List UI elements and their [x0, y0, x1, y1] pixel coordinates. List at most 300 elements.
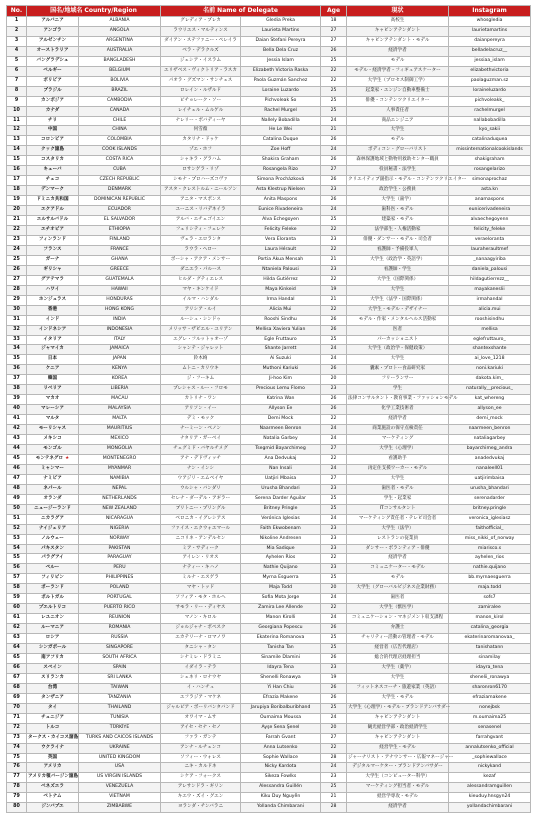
cell-age: 21: [321, 793, 347, 803]
cell-name: Catalina Duque: [241, 136, 321, 146]
cell-instagram: annalutsenko_official: [449, 743, 531, 753]
cell-country-jp: ニュージーランド: [27, 504, 79, 514]
cell-number: 35: [7, 355, 27, 365]
cell-name-kana: ピチョレーク・ソー: [161, 96, 241, 106]
cell-country-jp: 韓国: [27, 375, 79, 385]
cell-age: 26: [321, 136, 347, 146]
cell-status: 大学生: [347, 126, 449, 136]
cell-status: 大学生（心理学）・モデル・ブランドアンバサダー: [347, 703, 449, 713]
cell-age: 26: [321, 156, 347, 166]
cell-country-en: FRANCE: [79, 245, 161, 255]
cell-name: Ai Suzuki: [241, 355, 321, 365]
cell-number: 49: [7, 494, 27, 504]
cell-country-jp: マレーシア: [27, 405, 79, 415]
cell-country-en: ETHIOPIA: [79, 226, 161, 236]
cell-age: 25: [321, 86, 347, 96]
cell-country-jp: ポルトガル: [27, 594, 79, 604]
cell-number: 30: [7, 305, 27, 315]
cell-country-jp: ロシア: [27, 634, 79, 644]
cell-country-jp: メキシコ: [27, 435, 79, 445]
cell-country-jp: ハワイ: [27, 285, 79, 295]
cell-age: 23: [321, 544, 347, 554]
cell-country-en: THAILAND: [79, 703, 161, 713]
cell-instagram: serenadarder: [449, 494, 531, 504]
cell-number: 55: [7, 554, 27, 564]
cell-instagram: demi_mock: [449, 415, 531, 425]
cell-country-en: CAMBODIA: [79, 96, 161, 106]
cell-age: 22: [321, 554, 347, 564]
cell-age: 25: [321, 783, 347, 793]
cell-status: 大学生: [347, 673, 449, 683]
cell-status: ITコンサルタント: [347, 504, 449, 514]
table-row: [7, 126, 531, 136]
cell-country-en: CUBA: [79, 166, 161, 176]
cell-age: 26: [321, 365, 347, 375]
cell-country-jp: イタリア: [27, 335, 79, 345]
cell-age: 26: [321, 176, 347, 186]
cell-name: Pichvoleak So: [241, 96, 321, 106]
table-row: [7, 385, 531, 395]
cell-country-en: DENMARK: [79, 186, 161, 196]
cell-status: 大学生・モデル: [347, 693, 449, 703]
cell-name: Yollanda Chimbarani: [241, 803, 321, 813]
table-row: [7, 405, 531, 415]
cell-number: 12: [7, 126, 27, 136]
table-row: [7, 395, 531, 405]
cell-number: 5: [7, 56, 27, 66]
cell-instagram: eunicerivadeneira: [449, 206, 531, 216]
cell-country-jp: ガーナ: [27, 255, 79, 265]
cell-country-en: PAKISTAN: [79, 544, 161, 554]
cell-country-jp: リベリア: [27, 385, 79, 395]
cell-name-kana: エグレ・フルットゥオーゾ: [161, 335, 241, 345]
cell-age: 23: [321, 235, 347, 245]
cell-status: 大学生（薬学）: [347, 663, 449, 673]
cell-status: 大学生（獣医学）: [347, 604, 449, 614]
cell-number: 42: [7, 425, 27, 435]
cell-status: 看護師・予備役軍人: [347, 245, 449, 255]
cell-country-jp: レユニオン: [27, 614, 79, 624]
cell-country-en: INDONESIA: [79, 325, 161, 335]
cell-age: 23: [321, 484, 347, 494]
cell-age: 27: [321, 166, 347, 176]
cell-name-kana: ジョルジャナ・ポペスク: [161, 624, 241, 634]
table-row: [7, 136, 531, 146]
cell-country-en: PHILIPPINES: [79, 574, 161, 584]
cell-name-kana: マヤ・キンケイド: [161, 285, 241, 295]
cell-name: Yi Han Chiu: [241, 683, 321, 693]
cell-country-jp: インドネシア: [27, 325, 79, 335]
table-row: [7, 444, 531, 454]
cell-age: 26: [321, 395, 347, 405]
cell-name-kana: ニキ・カルドネ: [161, 763, 241, 773]
cell-status: 経済学者: [347, 554, 449, 564]
cell-name-kana: ファイス・エクウォエマール: [161, 524, 241, 534]
cell-name-kana: チェグミド・バヤルチメグ: [161, 444, 241, 454]
cell-status: デジタルマーケター・ブランドアンバサダー: [347, 763, 449, 773]
cell-name: Asta Klestrup Nielsen: [241, 186, 321, 196]
cell-age: 26: [321, 325, 347, 335]
cell-name: Maya Kinkeid: [241, 285, 321, 295]
cell-status: 大学生・モデル・デザイナー: [347, 305, 449, 315]
cell-status: マーケティング: [347, 435, 449, 445]
cell-number: 33: [7, 335, 27, 345]
cell-name: Daian Stefani Pereyra: [241, 36, 321, 46]
cell-name-kana: ヨランダ・チンバラニ: [161, 803, 241, 813]
cell-name: Faith Ekwobenam: [241, 524, 321, 534]
table-row: [7, 783, 531, 793]
cell-country-en: HONG KONG: [79, 305, 161, 315]
cell-name: Katrina Wan: [241, 395, 321, 405]
cell-country-en: ZIMBABWE: [79, 803, 161, 813]
cell-country-jp: マカオ: [27, 395, 79, 405]
cell-age: 24: [321, 206, 347, 216]
cell-instagram: jessiaa_islam: [449, 56, 531, 66]
cell-name-kana: ヴェラ・エロランタ: [161, 235, 241, 245]
cell-name: Ayhelen Ríos: [241, 554, 321, 564]
cell-country-en: BRAZIL: [79, 86, 161, 96]
cell-country-en: ROMANIA: [79, 624, 161, 634]
cell-instagram: farrahgvant: [449, 733, 531, 743]
cell-country-jp: ベネズエラ: [27, 783, 79, 793]
cell-number: 48: [7, 484, 27, 494]
cell-age: 23: [321, 534, 347, 544]
cell-instagram: allyson_ee: [449, 405, 531, 415]
cell-country-en: PARAGUAY: [79, 554, 161, 564]
cell-instagram: rachelmurgel: [449, 106, 531, 116]
cell-name: Felicity Feleke: [241, 226, 321, 236]
cell-country-jp: ジャマイカ: [27, 345, 79, 355]
cell-number: 11: [7, 116, 27, 126]
cell-status: 大学生（歯学）: [347, 196, 449, 206]
cell-name: Mia Sadique: [241, 544, 321, 554]
cell-name-kana: メリッサ・ザビエル・ユリアン: [161, 325, 241, 335]
cell-name-kana: イ・ハンチュ: [161, 683, 241, 693]
cell-status: クリエイティブ副指示・モデル・コンテンツクリエイター: [347, 176, 449, 186]
cell-number: 17: [7, 176, 27, 186]
cell-age: 24: [321, 614, 347, 624]
cell-country-jp: ケニア: [27, 365, 79, 375]
cell-country-en: FINLAND: [79, 235, 161, 245]
table-row: [7, 325, 531, 335]
cell-instagram: dakota.kim_: [449, 375, 531, 385]
table-row: [7, 315, 531, 325]
cell-country-en: TAIWAN: [79, 683, 161, 693]
cell-country-jp: チュニジア: [27, 713, 79, 723]
cell-number: 22: [7, 226, 27, 236]
cell-age: 25: [321, 644, 347, 654]
cell-country-en: LIBERIA: [79, 385, 161, 395]
cell-country-en: RUSSIA: [79, 634, 161, 644]
table-row: [7, 663, 531, 673]
table-row: [7, 474, 531, 484]
cell-instagram: nonejbsk: [449, 703, 531, 713]
cell-age: 26: [321, 405, 347, 415]
cell-number: 1: [7, 17, 27, 27]
table-row: [7, 285, 531, 295]
cell-country-en: JAPAN: [79, 355, 161, 365]
cell-country-jp: ノルウェー: [27, 534, 79, 544]
cell-instagram: hildagutierrezz__: [449, 275, 531, 285]
cell-name-kana: アイセ・セナ・セノ: [161, 723, 241, 733]
cell-country-jp: ニカラグア: [27, 514, 79, 524]
cell-status: キャビンアテンダント: [347, 713, 449, 723]
cell-number: 14: [7, 146, 27, 156]
cell-name-kana: イルマ・ハンダル: [161, 295, 241, 305]
cell-instagram: m.oumaima25: [449, 713, 531, 723]
cell-age: 25: [321, 56, 347, 66]
cell-age: 24: [321, 355, 347, 365]
cell-country-en: BELGIUM: [79, 66, 161, 76]
cell-age: 24: [321, 146, 347, 156]
cell-instagram: mellisa: [449, 325, 531, 335]
cell-instagram: idayra_tena: [449, 663, 531, 673]
cell-name: Ekaterina Romanova: [241, 634, 321, 644]
cell-status: 総合的代理店経理担当: [347, 654, 449, 664]
cell-name: Simona Procházková: [241, 176, 321, 186]
table-row: [7, 693, 531, 703]
cell-number: 8: [7, 86, 27, 96]
cell-name-kana: アリシア・ルイ: [161, 305, 241, 315]
cell-country-en: ANGOLA: [79, 26, 161, 36]
cell-instagram: irmahandal: [449, 295, 531, 305]
cell-country-en: MAURITIUS: [79, 425, 161, 435]
header-delegate-name: 名前 Name of Delegate: [161, 6, 321, 17]
cell-age: 20: [321, 723, 347, 733]
table-row: [7, 335, 531, 345]
cell-number: 15: [7, 156, 27, 166]
cell-age: 26: [321, 654, 347, 664]
cell-country-en: NAMIBIA: [79, 474, 161, 484]
cell-name-kana: オワイマ・ムサ: [161, 713, 241, 723]
cell-instagram: nanaleell01: [449, 464, 531, 474]
table-row: [7, 66, 531, 76]
cell-number: 76: [7, 763, 27, 773]
cell-country-en: MONTENEGRO: [79, 454, 161, 464]
cell-number: 69: [7, 693, 27, 703]
cell-instagram: nataliagarbey: [449, 435, 531, 445]
cell-age: 23: [321, 385, 347, 395]
cell-name-kana: ジェシア・イスラム: [161, 56, 241, 66]
cell-instagram: miarisco.s: [449, 544, 531, 554]
cell-country-en: TUNISIA: [79, 713, 161, 723]
cell-number: 57: [7, 574, 27, 584]
cell-name: Sinamile Dlamini: [241, 654, 321, 664]
cell-instagram: catalina_georgia: [449, 624, 531, 634]
cell-country-jp: ナイジェリア: [27, 524, 79, 534]
cell-number: 41: [7, 415, 27, 425]
cell-number: 53: [7, 534, 27, 544]
cell-name: Jarupiya Boribalburibhand: [241, 703, 321, 713]
cell-name: Alessandra Guillén: [241, 783, 321, 793]
cell-status: モデル・経済学者・フィギュアスケーター: [347, 66, 449, 76]
cell-name-kana: ロレイン・ルザルド: [161, 86, 241, 96]
table-row: [7, 186, 531, 196]
cell-status: 弁護士: [347, 624, 449, 634]
cell-name: Bella Dela Cruz: [241, 46, 321, 56]
cell-country-jp: エチオピア: [27, 226, 79, 236]
table-row: [7, 723, 531, 733]
cell-country-jp: エクアドル: [27, 206, 79, 216]
cell-name-kana: シャンテ・ジャレット: [161, 345, 241, 355]
cell-country-en: SPAIN: [79, 663, 161, 673]
cell-status: 大学生（心理学）: [347, 444, 449, 454]
cell-name-kana: エカテリーナ・ロマノワ: [161, 634, 241, 644]
cell-name: He Le Wei: [241, 126, 321, 136]
cell-country-jp: カンボジア: [27, 96, 79, 106]
cell-country-jp: ナミビア: [27, 474, 79, 484]
cell-country-jp: ベトナム: [27, 793, 79, 803]
cell-name-kana: ラウラ・ヘロー: [161, 245, 241, 255]
cell-instagram: noni.kariuki: [449, 365, 531, 375]
cell-name-kana: イダイラ・テラ: [161, 663, 241, 673]
cell-age: 22: [321, 454, 347, 464]
cell-instagram: alessandramguillen: [449, 783, 531, 793]
cell-status: フリーランサー: [347, 375, 449, 385]
cell-instagram: kat_whereng: [449, 395, 531, 405]
cell-instagram: veraeloranta: [449, 235, 531, 245]
cell-status: 大学生（政治学・保健政策）: [347, 345, 449, 355]
cell-number: 52: [7, 524, 27, 534]
cell-country-en: DOMINICAN REPUBLIC: [79, 196, 161, 206]
cell-age: 27: [321, 26, 347, 36]
cell-instagram: shakigraham: [449, 156, 531, 166]
cell-status: 学生・起業家: [347, 494, 449, 504]
table-row: [7, 554, 531, 564]
cell-name-kana: 何雪薇: [161, 126, 241, 136]
cell-number: 68: [7, 683, 27, 693]
cell-name-kana: マヤ・トッド: [161, 584, 241, 594]
cell-age: 23: [321, 186, 347, 196]
cell-country-jp: トルコ: [27, 723, 79, 733]
cell-status: 再定住支援ワーカー・モデル: [347, 464, 449, 474]
cell-name-kana: ロサンゲラ・リゾ: [161, 166, 241, 176]
cell-number: 23: [7, 235, 27, 245]
table-row: [7, 435, 531, 445]
cell-instagram: ai_love_1218: [449, 355, 531, 365]
cell-instagram: faithofficial_: [449, 524, 531, 534]
cell-status: モデル・作家・メンタルヘルス活動家: [347, 315, 449, 325]
cell-name-kana: シェネリ・ロナウヤ: [161, 673, 241, 683]
cell-age: 24: [321, 514, 347, 524]
cell-name: Rooshi Sindhu: [241, 315, 321, 325]
cell-instagram: naarmeen_benron: [449, 425, 531, 435]
table-row: [7, 683, 531, 693]
cell-number: 47: [7, 474, 27, 484]
cell-age: 22: [321, 76, 347, 86]
cell-age: 24: [321, 345, 347, 355]
cell-name: Nicky Kardota: [241, 763, 321, 773]
cell-country-en: PERU: [79, 564, 161, 574]
cell-name: Loraine Luzardo: [241, 86, 321, 96]
cell-name-kana: ベロニカ・イグレシアス: [161, 514, 241, 524]
cell-country-en: MEXICO: [79, 435, 161, 445]
cell-country-en: GREECE: [79, 265, 161, 275]
cell-instagram: eglefruttauro_: [449, 335, 531, 345]
table-row: [7, 793, 531, 803]
table-row: [7, 604, 531, 614]
cell-age: 20: [321, 584, 347, 594]
cell-country-en: INDIA: [79, 315, 161, 325]
cell-country-en: EL SALVADOR: [79, 216, 161, 226]
cell-number: 27: [7, 275, 27, 285]
table-row: [7, 116, 531, 126]
cell-name: Mellisa Xaviera Yulian: [241, 325, 321, 335]
cell-country-en: ECUADOR: [79, 206, 161, 216]
cell-instagram: naturally__precious_: [449, 385, 531, 395]
cell-name-kana: アンナ・ルチェンコ: [161, 743, 241, 753]
cell-number: 60: [7, 604, 27, 614]
cell-name: Ana Dedvukaj: [241, 454, 321, 464]
cell-age: 26: [321, 683, 347, 693]
cell-name: Farrah Gvant: [241, 733, 321, 743]
cell-name-kana: ラウリエス・マルティンス: [161, 26, 241, 36]
cell-instagram: missinternationalcookislands: [449, 146, 531, 156]
cell-age: 27: [321, 733, 347, 743]
cell-status: 大学生（プロセス制御工学）: [347, 76, 449, 86]
cell-country-jp: アメリカ領バージン諸島: [27, 773, 79, 783]
cell-country-jp: プエルトリコ: [27, 604, 79, 614]
cell-name-kana: エフラジア・マケネ: [161, 693, 241, 703]
cell-name: Sofia Mota Jorge: [241, 594, 321, 604]
cell-number: 80: [7, 803, 27, 813]
table-row: [7, 425, 531, 435]
cell-number: 43: [7, 435, 27, 445]
cell-name: Laura Hérault: [241, 245, 321, 255]
cell-name: Sikeza Fowlks: [241, 773, 321, 783]
cell-age: 21: [321, 126, 347, 136]
cell-instagram: zamiralee: [449, 604, 531, 614]
table-row: [7, 17, 531, 27]
cell-status: 経済学者: [347, 46, 449, 56]
cell-country-jp: タイ: [27, 703, 79, 713]
table-row: [7, 206, 531, 216]
table-row: [7, 454, 531, 464]
cell-name-kana: ミア・サディーク: [161, 544, 241, 554]
cell-name: Naarmeen Benron: [241, 425, 321, 435]
cell-number: 44: [7, 444, 27, 454]
cell-status: 経営者（広告代理店）: [347, 644, 449, 654]
cell-number: 37: [7, 375, 27, 385]
cell-status: 起業家・エンジン自動車整備士: [347, 86, 449, 96]
cell-country-en: HONDURAS: [79, 295, 161, 305]
cell-instagram: yollandachimbarani: [449, 803, 531, 813]
cell-name: Nallely Bobadilla: [241, 116, 321, 126]
cell-country-en: TÜRKİYE: [79, 723, 161, 733]
cell-name-kana: ポーシャ・アクア・メンサー: [161, 255, 241, 265]
table-row: [7, 96, 531, 106]
cell-country-en: USA: [79, 763, 161, 773]
cell-name-kana: シケア・フォークス: [161, 773, 241, 783]
cell-instagram: bayarchimeg_andra: [449, 444, 531, 454]
cell-number: 54: [7, 544, 27, 554]
cell-age: 21: [321, 255, 347, 265]
cell-status: 化学工業技術者: [347, 405, 449, 415]
cell-country-en: AUSTRALIA: [79, 46, 161, 56]
cell-number: 29: [7, 295, 27, 305]
cell-status: 大学生: [347, 355, 449, 365]
cell-number: 40: [7, 405, 27, 415]
cell-name: Portia Akua Mensah: [241, 255, 321, 265]
table-row: [7, 265, 531, 275]
cell-age: 25: [321, 574, 347, 584]
cell-age: 22: [321, 226, 347, 236]
cell-status: ボディコン・グローバリスト: [347, 146, 449, 156]
cell-name-kana: アルバ・エチェゴイエン: [161, 216, 241, 226]
cell-country-en: SRI LANKA: [79, 673, 161, 683]
cell-country-jp: ネパール: [27, 484, 79, 494]
cell-name: Shenelli Ronawya: [241, 673, 321, 683]
